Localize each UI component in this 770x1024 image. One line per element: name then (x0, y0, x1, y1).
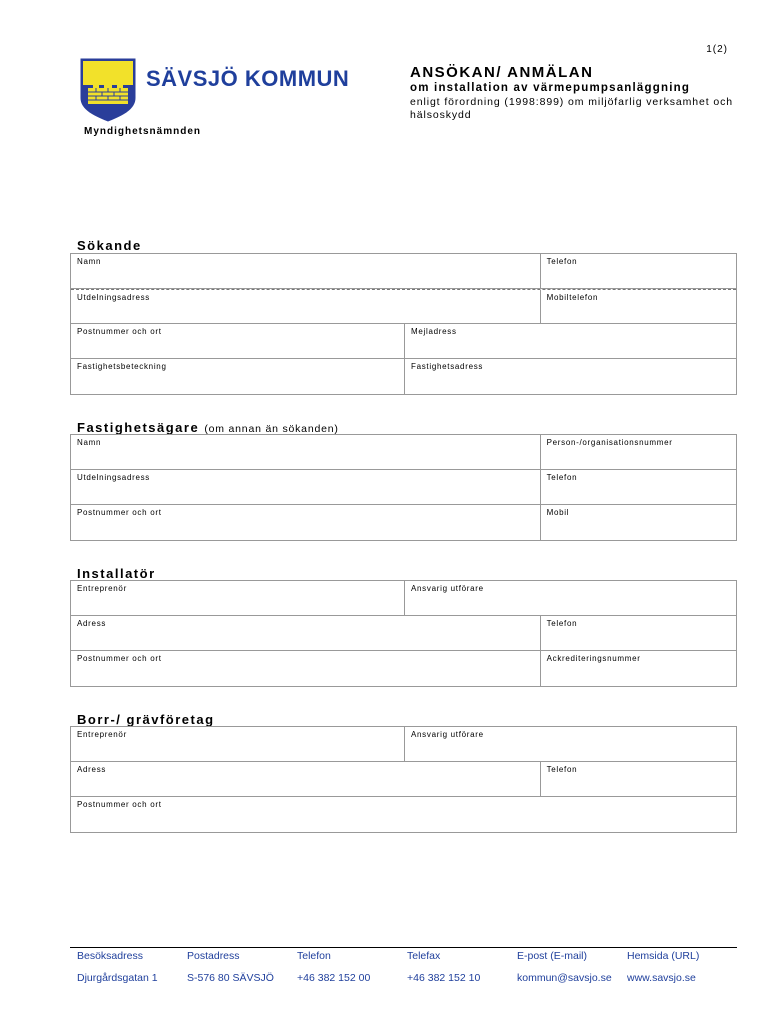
field-fastighetsbeteckning[interactable]: Fastighetsbeteckning (77, 362, 167, 371)
footer-label: Postadress (187, 950, 240, 962)
section-title-borrforetag: Borr-/ grävföretag (77, 712, 215, 727)
footer-values (77, 972, 737, 984)
field-postnummer-ort[interactable]: Postnummer och ort (77, 800, 162, 809)
field-entreprenor[interactable]: Entreprenör (77, 584, 127, 593)
footer-label: Telefon (297, 950, 331, 962)
section-title-sokande: Sökande (77, 238, 142, 253)
section-title-note: (om annan än sökanden) (204, 423, 339, 435)
footer-email-link[interactable]: kommun@savsjo.se (517, 972, 612, 984)
field-postnummer-ort[interactable]: Postnummer och ort (77, 654, 162, 663)
municipality-name: SÄVSJÖ KOMMUN (146, 66, 350, 91)
document-title: ANSÖKAN/ ANMÄLAN (410, 64, 594, 81)
field-personnummer[interactable]: Person-/organisationsnummer (540, 435, 736, 469)
field-telefon[interactable]: Telefon (540, 616, 736, 650)
footer-value: Djurgårdsgatan 1 (77, 972, 158, 984)
field-telefon[interactable]: Telefon (540, 762, 736, 796)
footer-label: E-post (E-mail) (517, 950, 588, 962)
form-fastighetsagare (70, 434, 737, 541)
field-namn[interactable]: Namn (77, 257, 102, 266)
field-fastighetsadress[interactable]: Fastighetsadress (404, 359, 736, 394)
field-ansvarig-utforare[interactable]: Ansvarig utförare (404, 581, 736, 615)
field-namn[interactable]: Namn (77, 438, 102, 447)
section-title-installator: Installatör (77, 566, 156, 581)
document-subtitle: om installation av värmepumpsanläggning (410, 82, 691, 94)
field-postnummer-ort[interactable]: Postnummer och ort (77, 327, 162, 336)
footer-value: +46 382 152 00 (297, 972, 371, 984)
form-installator (70, 580, 737, 687)
form-borrforetag (70, 726, 737, 833)
municipality-crest-icon (80, 58, 136, 122)
field-ackrediteringsnummer[interactable]: Ackrediteringsnummer (540, 651, 736, 686)
field-telefon[interactable]: Telefon (540, 254, 736, 288)
footer-divider (70, 947, 737, 948)
field-ansvarig-utforare[interactable]: Ansvarig utförare (404, 727, 736, 761)
department-name: Myndighetsnämnden (84, 126, 202, 137)
field-mobiltelefon[interactable]: Mobiltelefon (540, 290, 736, 323)
field-mobil[interactable]: Mobil (540, 505, 736, 540)
field-adress[interactable]: Adress (77, 619, 107, 628)
section-title-text: Fastighetsägare (77, 420, 200, 435)
field-adress[interactable]: Adress (77, 765, 107, 774)
footer-label: Hemsida (URL) (627, 950, 700, 962)
field-entreprenor[interactable]: Entreprenör (77, 730, 127, 739)
field-mejladress[interactable]: Mejladress (404, 324, 736, 358)
field-telefon[interactable]: Telefon (540, 470, 736, 504)
footer-value: +46 382 152 10 (407, 972, 481, 984)
document-description: enligt förordning (1998:899) om miljöfarlig verksamhet och hälsoskydd (410, 96, 734, 121)
footer-value: S-576 80 SÄVSJÖ (187, 972, 274, 984)
section-title-fastighetsagare (77, 420, 339, 435)
footer-website-link[interactable]: www.savsjo.se (627, 972, 696, 984)
footer-labels (77, 950, 737, 962)
field-postnummer-ort[interactable]: Postnummer och ort (77, 508, 162, 517)
form-sokande (70, 253, 737, 395)
page-number: 1(2) (706, 44, 728, 55)
field-utdelningsadress[interactable]: Utdelningsadress (77, 293, 151, 302)
footer-label: Telefax (407, 950, 441, 962)
footer-label: Besöksadress (77, 950, 143, 962)
field-utdelningsadress[interactable]: Utdelningsadress (77, 473, 151, 482)
